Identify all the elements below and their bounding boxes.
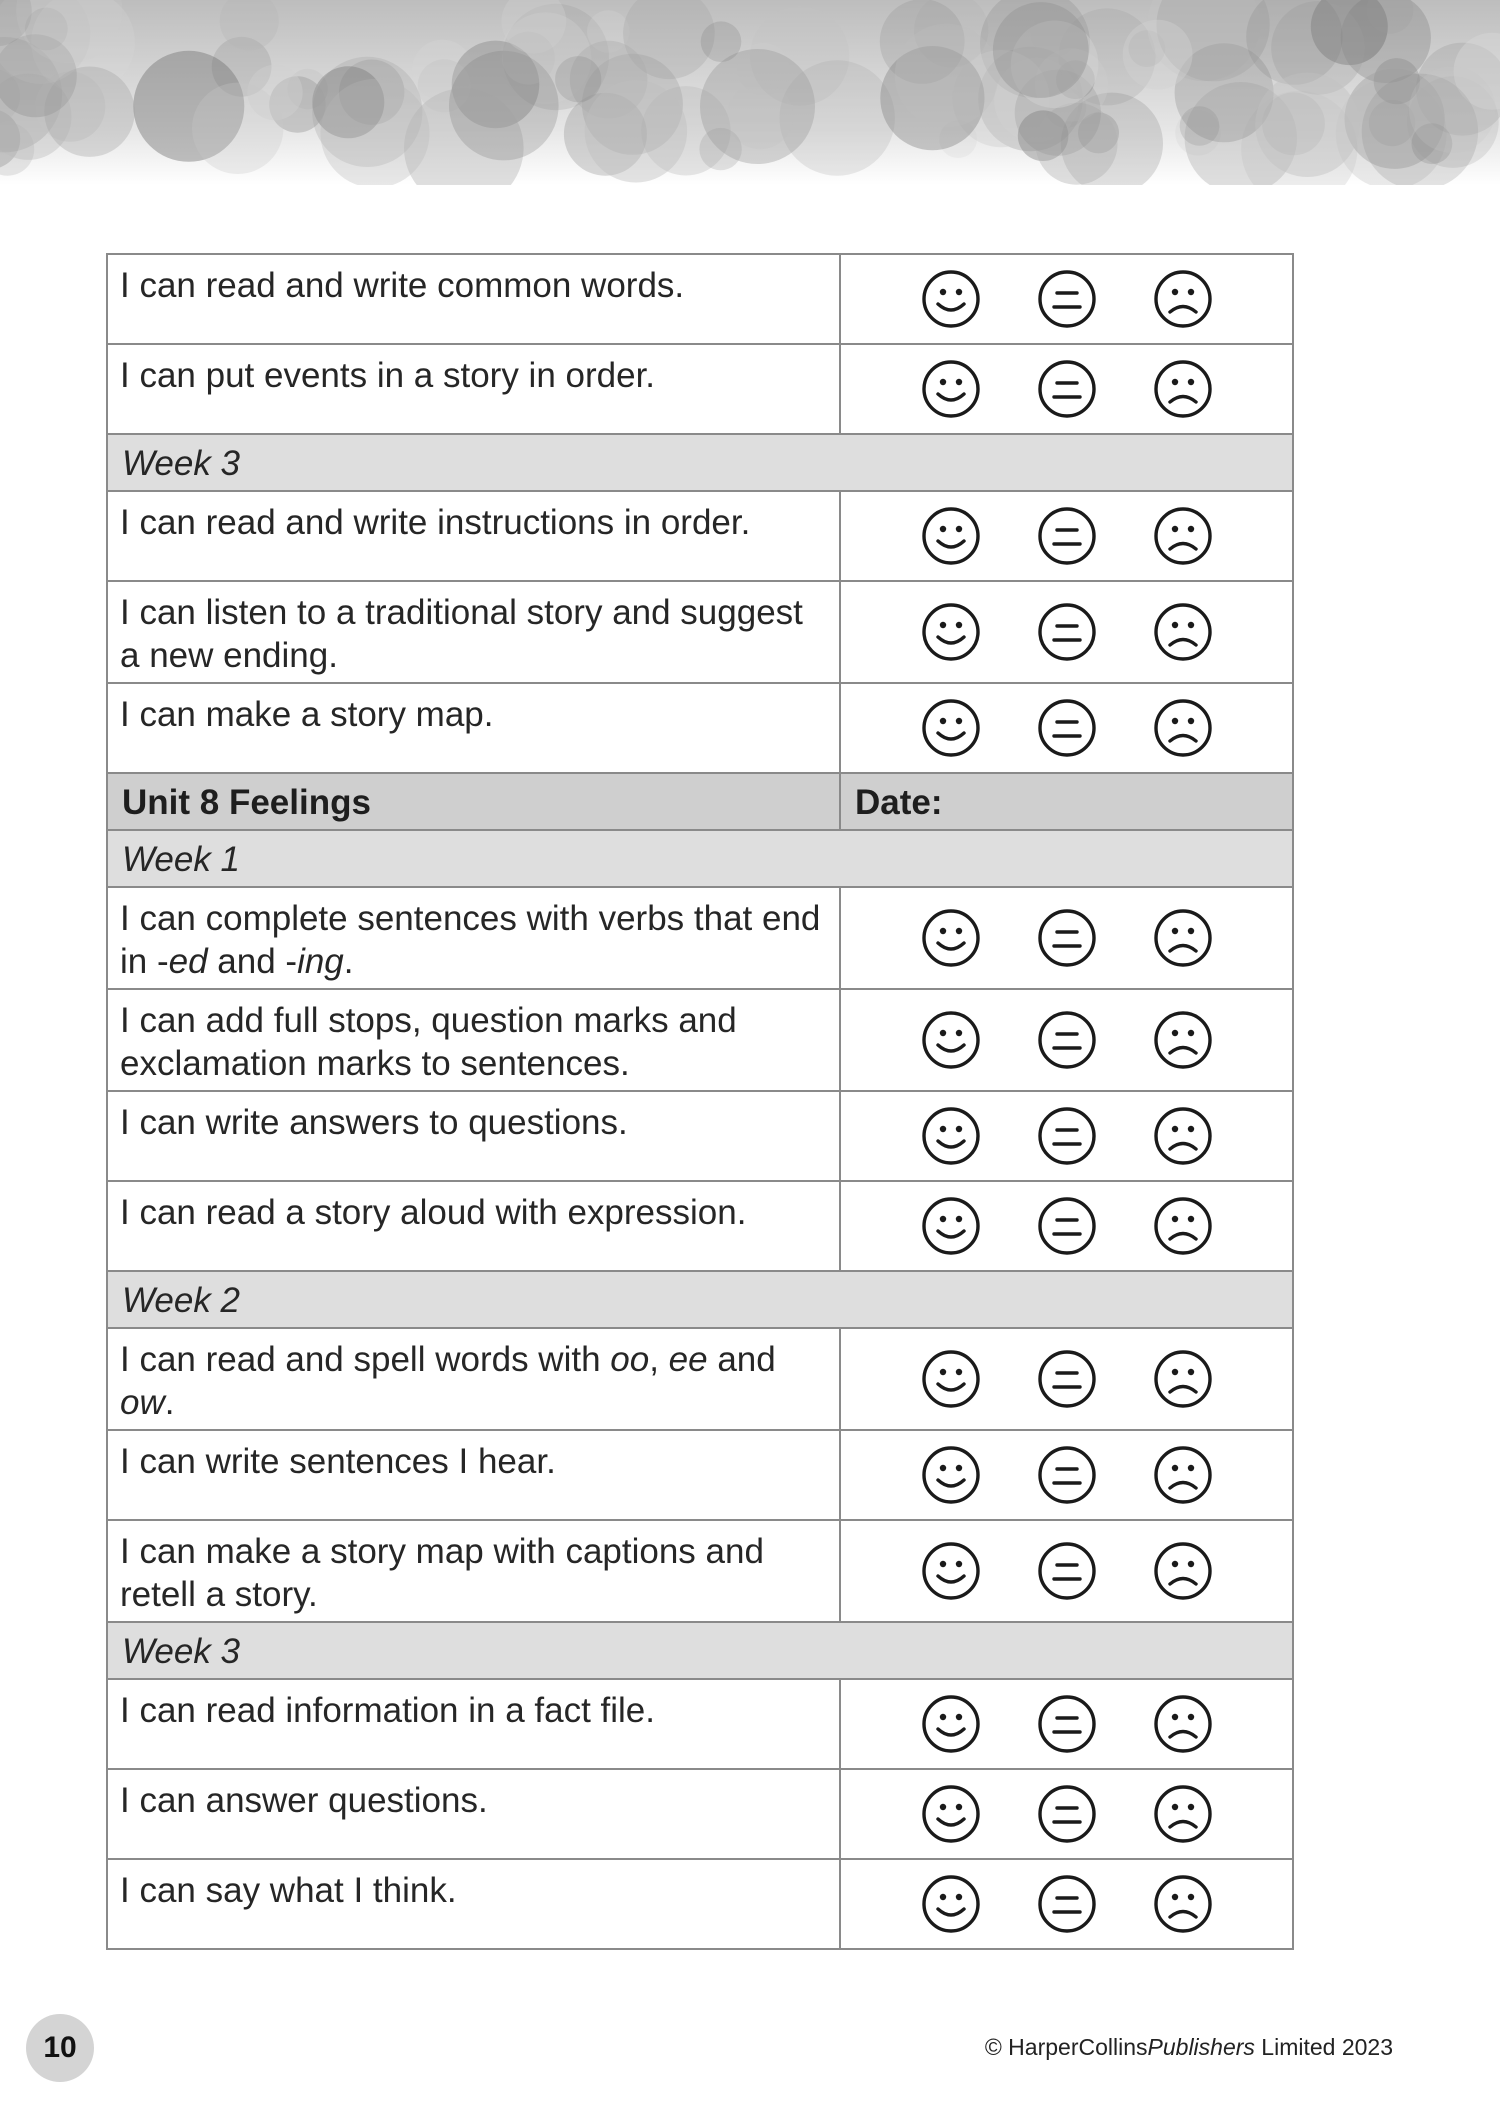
rating-faces bbox=[840, 683, 1293, 773]
statement-text: I can read and spell words with oo, ee and ow. bbox=[120, 1340, 776, 1422]
happy-face-icon[interactable] bbox=[920, 1009, 982, 1071]
rating-faces bbox=[840, 1769, 1293, 1859]
bubble-banner bbox=[0, 0, 1500, 185]
copyright-notice: © HarperCollinsPublishers Limited 2023 bbox=[984, 2034, 1393, 2060]
statement-text: I can add full stops, question marks and exclamation marks to sentences. bbox=[120, 1001, 737, 1083]
table-row bbox=[107, 1328, 1293, 1430]
sad-face-icon[interactable] bbox=[1152, 1783, 1214, 1845]
neutral-face-icon[interactable] bbox=[1036, 1195, 1098, 1257]
sad-face-icon[interactable] bbox=[1152, 1540, 1214, 1602]
table-row bbox=[107, 887, 1293, 989]
statement-text: I can read and write instructions in order. bbox=[120, 503, 751, 542]
week-label: Week 2 bbox=[107, 1271, 1293, 1328]
happy-face-icon[interactable] bbox=[920, 1348, 982, 1410]
statement-text: I can complete sentences with verbs that end in -ed and -ing. bbox=[120, 899, 821, 981]
happy-face-icon[interactable] bbox=[920, 697, 982, 759]
week-header-row bbox=[107, 434, 1293, 491]
statement-text: I can write answers to questions. bbox=[120, 1103, 628, 1142]
neutral-face-icon[interactable] bbox=[1036, 1693, 1098, 1755]
statement-text: I can put events in a story in order. bbox=[120, 356, 656, 395]
rating-faces bbox=[840, 254, 1293, 344]
neutral-face-icon[interactable] bbox=[1036, 505, 1098, 567]
rating-faces bbox=[840, 1328, 1293, 1430]
sad-face-icon[interactable] bbox=[1152, 601, 1214, 663]
rating-faces bbox=[840, 344, 1293, 434]
unit-header-row bbox=[107, 773, 1293, 830]
neutral-face-icon[interactable] bbox=[1036, 1105, 1098, 1167]
neutral-face-icon[interactable] bbox=[1036, 1873, 1098, 1935]
rating-faces bbox=[840, 491, 1293, 581]
sad-face-icon[interactable] bbox=[1152, 268, 1214, 330]
rating-faces bbox=[840, 1679, 1293, 1769]
sad-face-icon[interactable] bbox=[1152, 505, 1214, 567]
rating-faces bbox=[840, 989, 1293, 1091]
happy-face-icon[interactable] bbox=[920, 358, 982, 420]
statement-text: I can read a story aloud with expression. bbox=[120, 1193, 747, 1232]
neutral-face-icon[interactable] bbox=[1036, 1444, 1098, 1506]
table-row bbox=[107, 581, 1293, 683]
happy-face-icon[interactable] bbox=[920, 505, 982, 567]
table-row bbox=[107, 254, 1293, 344]
sad-face-icon[interactable] bbox=[1152, 907, 1214, 969]
statement-text: I can make a story map. bbox=[120, 695, 494, 734]
neutral-face-icon[interactable] bbox=[1036, 907, 1098, 969]
neutral-face-icon[interactable] bbox=[1036, 1348, 1098, 1410]
table-row bbox=[107, 1859, 1293, 1949]
week-header-row bbox=[107, 1271, 1293, 1328]
table-row bbox=[107, 1520, 1293, 1622]
table-row bbox=[107, 1430, 1293, 1520]
statement-text: I can read information in a fact file. bbox=[120, 1691, 655, 1730]
neutral-face-icon[interactable] bbox=[1036, 1009, 1098, 1071]
statement-text: I can make a story map with captions and retell a story. bbox=[120, 1532, 764, 1614]
rating-faces bbox=[840, 1859, 1293, 1949]
statement-text: I can read and write common words. bbox=[120, 266, 685, 305]
unit-title: Unit 8 Feelings bbox=[107, 773, 840, 830]
rating-faces bbox=[840, 1520, 1293, 1622]
table-row bbox=[107, 1181, 1293, 1271]
happy-face-icon[interactable] bbox=[920, 268, 982, 330]
rating-faces bbox=[840, 1091, 1293, 1181]
happy-face-icon[interactable] bbox=[920, 1783, 982, 1845]
table-row bbox=[107, 1679, 1293, 1769]
table-row bbox=[107, 1769, 1293, 1859]
table-row bbox=[107, 491, 1293, 581]
sad-face-icon[interactable] bbox=[1152, 1873, 1214, 1935]
rating-faces bbox=[840, 1430, 1293, 1520]
statement-text: I can answer questions. bbox=[120, 1781, 488, 1820]
rating-faces bbox=[840, 581, 1293, 683]
statement-text: I can listen to a traditional story and suggest a new ending. bbox=[120, 593, 803, 675]
happy-face-icon[interactable] bbox=[920, 601, 982, 663]
happy-face-icon[interactable] bbox=[920, 907, 982, 969]
happy-face-icon[interactable] bbox=[920, 1105, 982, 1167]
rating-faces bbox=[840, 887, 1293, 989]
sad-face-icon[interactable] bbox=[1152, 1195, 1214, 1257]
date-label: Date: bbox=[840, 773, 1293, 830]
neutral-face-icon[interactable] bbox=[1036, 358, 1098, 420]
rating-faces bbox=[840, 1181, 1293, 1271]
statement-text: I can say what I think. bbox=[120, 1871, 457, 1910]
sad-face-icon[interactable] bbox=[1152, 1009, 1214, 1071]
happy-face-icon[interactable] bbox=[920, 1195, 982, 1257]
sad-face-icon[interactable] bbox=[1152, 358, 1214, 420]
happy-face-icon[interactable] bbox=[920, 1444, 982, 1506]
sad-face-icon[interactable] bbox=[1152, 1444, 1214, 1506]
table-row bbox=[107, 683, 1293, 773]
neutral-face-icon[interactable] bbox=[1036, 1783, 1098, 1845]
sad-face-icon[interactable] bbox=[1152, 1105, 1214, 1167]
page-number: 10 bbox=[26, 2014, 94, 2082]
sad-face-icon[interactable] bbox=[1152, 1348, 1214, 1410]
happy-face-icon[interactable] bbox=[920, 1693, 982, 1755]
week-header-row bbox=[107, 1622, 1293, 1679]
week-label: Week 3 bbox=[107, 1622, 1293, 1679]
neutral-face-icon[interactable] bbox=[1036, 1540, 1098, 1602]
week-label: Week 1 bbox=[107, 830, 1293, 887]
neutral-face-icon[interactable] bbox=[1036, 268, 1098, 330]
happy-face-icon[interactable] bbox=[920, 1540, 982, 1602]
sad-face-icon[interactable] bbox=[1152, 1693, 1214, 1755]
table-row bbox=[107, 989, 1293, 1091]
week-label: Week 3 bbox=[107, 434, 1293, 491]
self-assessment-table bbox=[106, 253, 1294, 1950]
neutral-face-icon[interactable] bbox=[1036, 601, 1098, 663]
sad-face-icon[interactable] bbox=[1152, 697, 1214, 759]
table-row bbox=[107, 344, 1293, 434]
statement-text: I can write sentences I hear. bbox=[120, 1442, 556, 1481]
table-row bbox=[107, 1091, 1293, 1181]
neutral-face-icon[interactable] bbox=[1036, 697, 1098, 759]
happy-face-icon[interactable] bbox=[920, 1873, 982, 1935]
week-header-row bbox=[107, 830, 1293, 887]
